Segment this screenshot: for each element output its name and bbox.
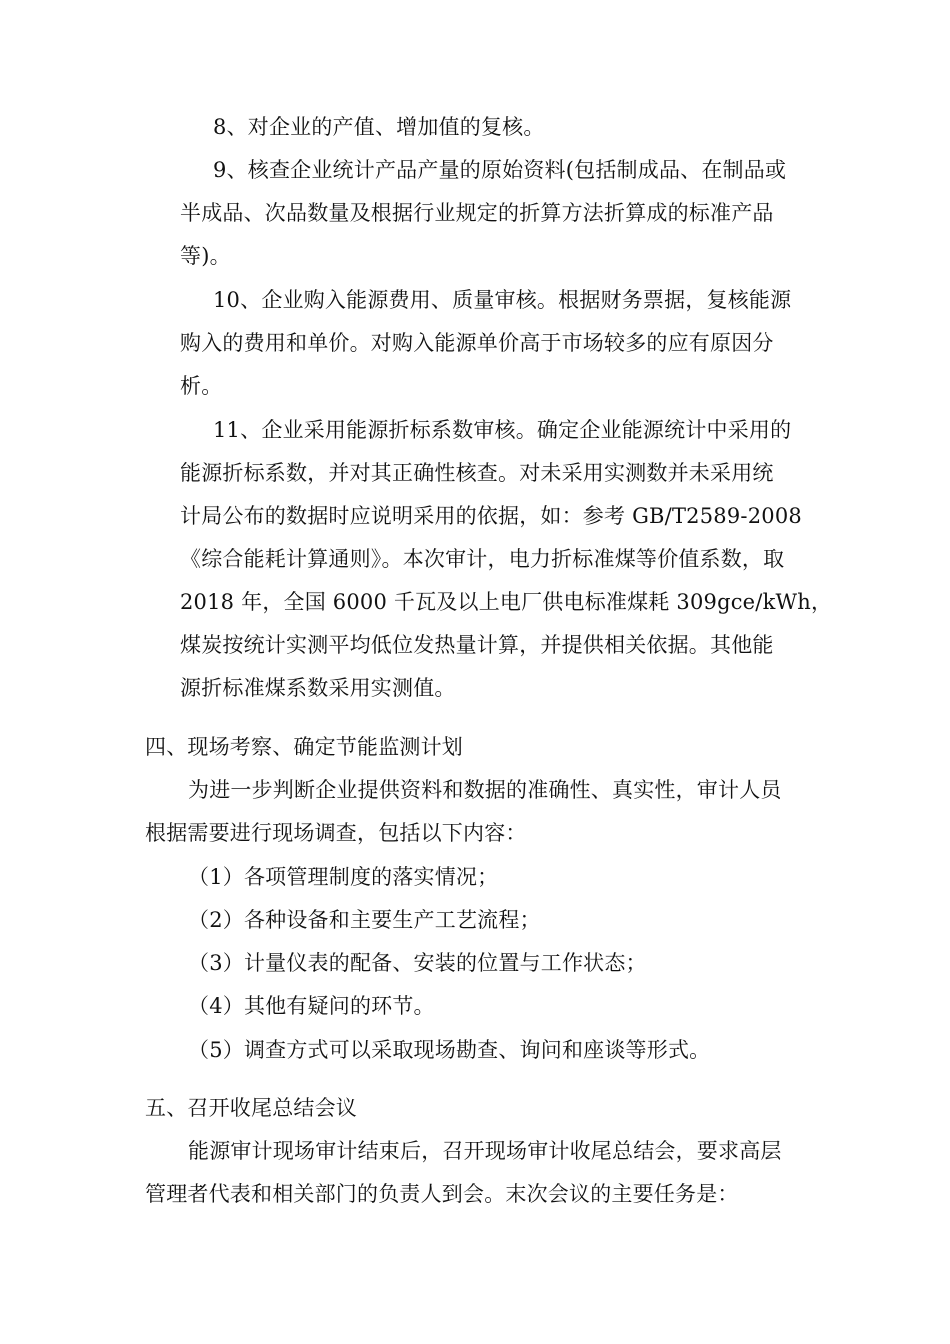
list-item: （2）各种设备和主要生产工艺流程； [188, 908, 541, 932]
text-line: 2018 年，全国 6000 千瓦及以上电厂供电标准煤耗 309gce/kWh， [180, 590, 833, 614]
text-line: 8、对企业的产值、增加值的复核。 [213, 115, 545, 139]
text-line: 11、企业采用能源折标系数审核。确定企业能源统计中采用的 [213, 418, 792, 442]
text-line: 源折标准煤系数采用实测值。 [180, 676, 456, 700]
text-line: 计局公布的数据时应说明采用的依据，如：参考 GB/T2589-2008 [180, 504, 802, 528]
text-line: 管理者代表和相关部门的负责人到会。末次会议的主要任务是： [145, 1182, 739, 1206]
text-line: 能源审计现场审计结束后，召开现场审计收尾总结会，要求高层 [188, 1139, 782, 1163]
text-line: 等)。 [180, 244, 231, 268]
section-heading: 四、现场考察、确定节能监测计划 [145, 735, 463, 759]
text-line: 《综合能耗计算通则》。本次审计，电力折标准煤等价值系数，取 [180, 547, 785, 571]
text-line: 能源折标系数，并对其正确性核查。对未采用实测数并未采用统 [180, 461, 774, 485]
text-line: 根据需要进行现场调查，包括以下内容： [145, 821, 527, 845]
text-line: 半成品、次品数量及根据行业规定的折算方法折算成的标准产品 [180, 201, 774, 225]
text-line: 为进一步判断企业提供资料和数据的准确性、真实性，审计人员 [188, 778, 782, 802]
list-item: （1）各项管理制度的落实情况； [188, 865, 499, 889]
text-line: 购入的费用和单价。对购入能源单价高于市场较多的应有原因分 [180, 331, 774, 355]
list-item: （5）调查方式可以采取现场勘查、询问和座谈等形式。 [188, 1038, 711, 1062]
section-heading: 五、召开收尾总结会议 [145, 1096, 357, 1120]
text-line: 析。 [180, 374, 223, 398]
list-item: （3）计量仪表的配备、安装的位置与工作状态； [188, 951, 647, 975]
text-line: 煤炭按统计实测平均低位发热量计算，并提供相关依据。其他能 [180, 633, 774, 657]
text-line: 10、企业购入能源费用、质量审核。根据财务票据，复核能源 [213, 288, 792, 312]
text-line: 9、核查企业统计产品产量的原始资料(包括制成品、在制品或 [213, 158, 787, 182]
list-item: （4）其他有疑问的环节。 [188, 994, 435, 1018]
